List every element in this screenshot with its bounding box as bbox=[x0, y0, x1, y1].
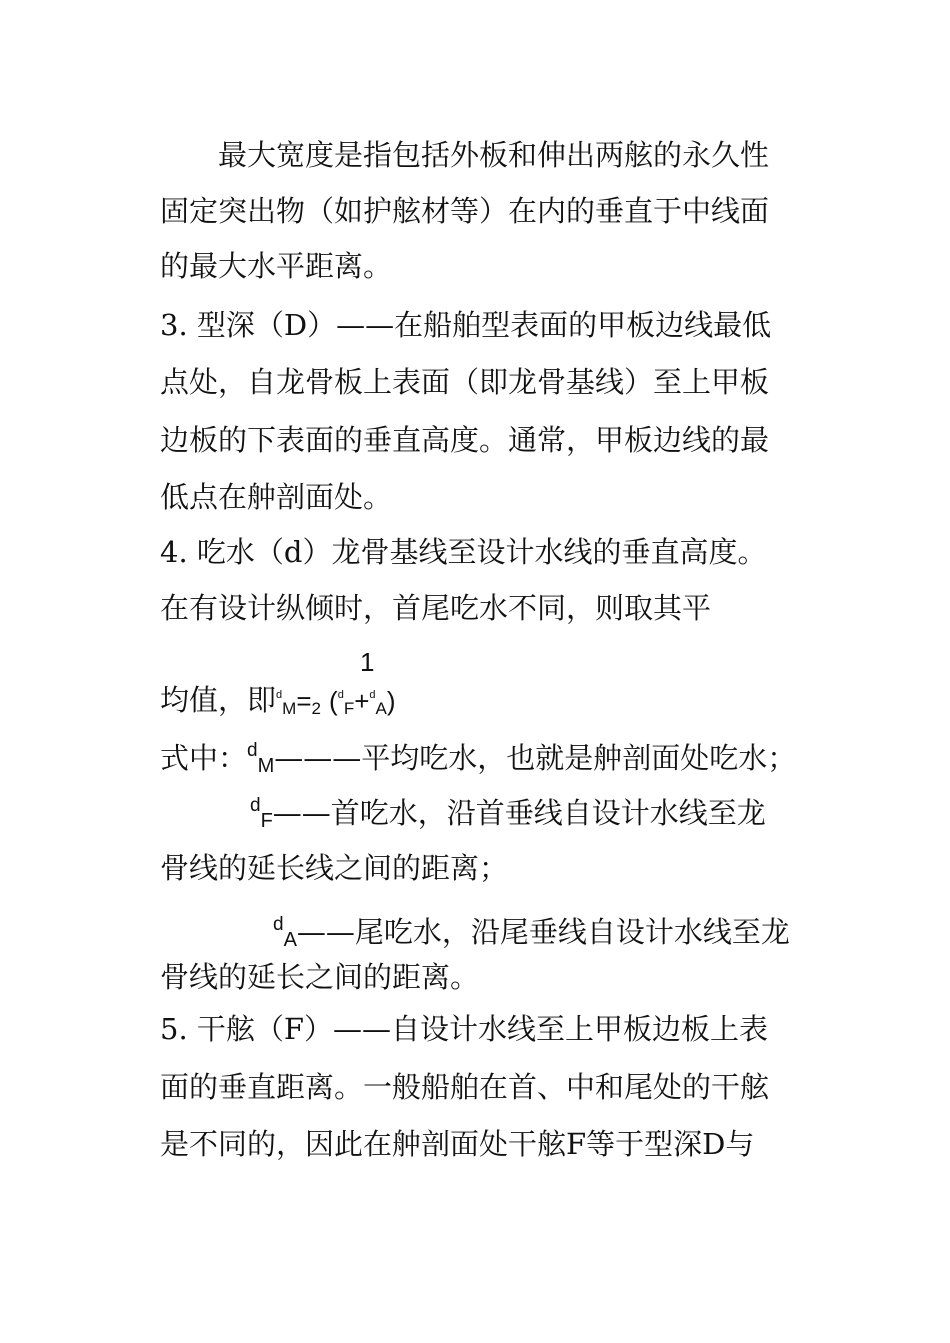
definition-dm: 式中：$^d$M———平均吃水，也就是舯剖面处吃水； bbox=[160, 740, 797, 777]
text-line: 面的垂直距离。一般船舶在首、中和尾处的干舷 bbox=[160, 1070, 770, 1104]
text-line: 骨线的延长线之间的距离； bbox=[160, 851, 509, 885]
text-line: 5. 干舷（F）——自设计水线至上甲板边板上表 bbox=[160, 1012, 769, 1046]
text-line: 骨线的延长之间的距离。 bbox=[160, 960, 480, 994]
text-line: 3. 型深（D）——在船舶型表面的甲板边线最低 bbox=[160, 308, 772, 342]
symbol-dm: $^d$M bbox=[247, 740, 275, 777]
formula-expression: $^d$M=2 ($^d$F+$^d$A) bbox=[276, 686, 396, 718]
symbol-df: $^d$F bbox=[250, 795, 273, 832]
symbol-da: $^d$A bbox=[273, 914, 297, 951]
text-line: 4. 吃水（d）龙骨基线至设计水线的垂直高度。 bbox=[160, 535, 767, 569]
text-line: 的最大水平距离。 bbox=[160, 249, 393, 283]
definition-da: $^d$A——尾吃水，沿尾垂线自设计水线至龙 bbox=[273, 914, 790, 951]
text-line: 低点在舯剖面处。 bbox=[160, 480, 393, 514]
text-line: 固定突出物（如护舷材等）在内的垂直于中线面 bbox=[160, 194, 770, 228]
text-line: 最大宽度是指包括外板和伸出两舷的永久性 bbox=[218, 138, 770, 172]
formula-numerator: 1 bbox=[360, 647, 375, 677]
definition-df: $^d$F——首吃水，沿首垂线自设计水线至龙 bbox=[250, 795, 766, 832]
text-line: 点处，自龙骨板上表面（即龙骨基线）至上甲板 bbox=[160, 365, 770, 399]
text-line: 是不同的，因此在舯剖面处干舷F等于型深D与 bbox=[160, 1127, 755, 1161]
text-line: 边板的下表面的垂直高度。通常，甲板边线的最 bbox=[160, 423, 770, 457]
text-line: 在有设计纵倾时，首尾吃水不同，则取其平 bbox=[160, 591, 712, 625]
formula-prefix: 均值，即 bbox=[160, 683, 277, 717]
formula-line bbox=[160, 680, 800, 727]
